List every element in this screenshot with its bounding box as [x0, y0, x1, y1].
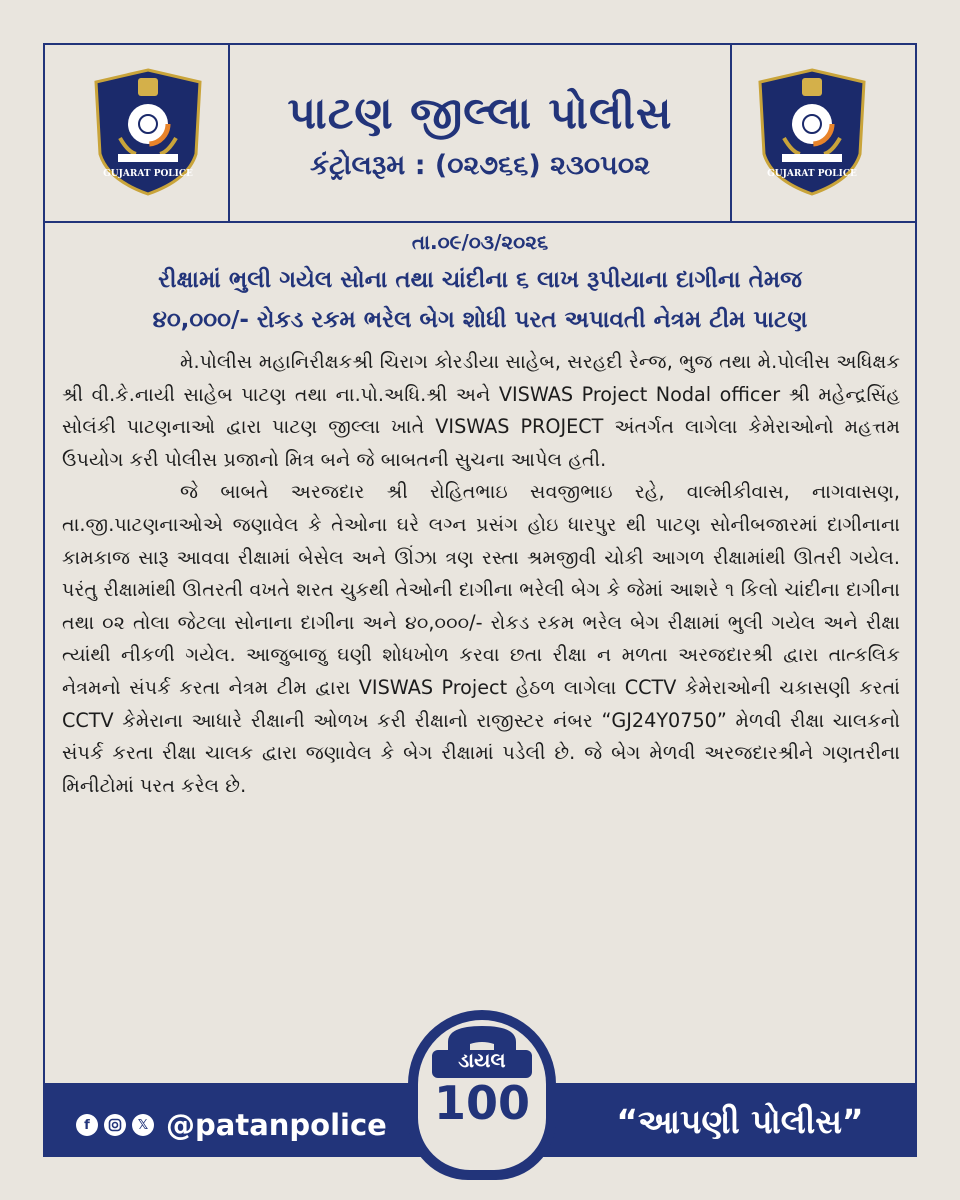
social-links — [76, 1108, 387, 1142]
headline-line-2: ૪૦,૦૦૦/- રોકડ રકમ ભરેલ બેગ શોધી પરત અપાવતી નેત્રમ ટીમ પાટણ — [152, 307, 808, 333]
headline-line-1: રીક્ષામાં ભુલી ગયેલ સોના તથા ચાંદીના ૬ લાખ રૂપીયાના દાગીના તેમજ — [158, 267, 802, 293]
page-title: પાટણ જીલ્લા પોલીસ — [287, 88, 673, 139]
dial-number: 100 — [433, 1076, 531, 1130]
gujarat-police-badge-icon — [756, 68, 868, 196]
body-paragraph-2: જે બાબતે અરજદાર શ્રી રોહિતભાઇ સવજીભાઇ રહે, વાલ્મીકીવાસ, નાગવાસણ, તા.જી.પાટણનાઓએ જણાવેલ કે તેઓના ઘરે લગ્ન પ્રસંગ હોઇ ધારપુર થી પાટણ સોનીબજારમાં દાગીનાના કામકાજ સારૂ આવવા રીક્ષામાં બેસેલ અને ઊંઝા ત્રણ રસ્તા શ્રમજીવી ચોકી આગળ રીક્ષામાંથી ઊતરી ગયેલ. પરંતુ રીક્ષામાંથી ઊતરતી વખતે શરત ચુકથી તેઓની દાગીના ભરેલી બેગ કે જેમાં આશરે ૧ કિલો ચાંદીના દાગીના તથા ૦૨ તોલા જેટલા સોનાના દાગીના અને ૪૦,૦૦૦/- રોકડ રકમ ભરેલ બેગ રીક્ષામાં ભુલી ગયેલ અને રીક્ષા ત્યાંથી નીકળી ગયેલ. આજુબાજુ ઘણી શોધખોળ કરવા છતા રીક્ષા ન મળતા અરજદારશ્રી દ્વારા તાત્કલિક નેત્રમનો સંપર્ક કરતા નેત્રમ ટીમ દ્વારા VISWAS Project હેઠળ લાગેલા CCTV કેમેરાઓની ચકાસણી કરતાં CCTV કેમેરાના આધારે રીક્ષાની ઓળખ કરી રીક્ષાનો રાજીસ્ટર નંબર “GJ24Y0750” મેળવી રીક્ષા ચાલકનો સંપર્ક કરતા રીક્ષા ચાલક દ્વારા જણાવેલ કે બેગ રીક્ષામાં પડેલી છે. જે બેગ મેળવી અરજદારશ્રીને ગણતરીના મિનીટોમાં પરત કરેલ છે. — [62, 480, 900, 797]
social-handle[interactable]: @patanpolice — [166, 1108, 387, 1142]
gujarat-police-badge-icon — [92, 68, 204, 196]
header-divider — [43, 221, 917, 223]
instagram-icon[interactable] — [104, 1114, 126, 1136]
facebook-icon[interactable]: f — [76, 1114, 98, 1136]
dial-label: ડાયલ — [458, 1048, 506, 1072]
press-note-body — [62, 346, 900, 802]
press-note-date: તા.૦૯/૦૩/૨૦૨૬ — [411, 230, 549, 254]
body-paragraph-1: મે.પોલીસ મહાનિરીક્ષકશ્રી ચિરાગ કોરડીયા સાહેબ, સરહદી રેન્જ, ભુજ તથા મે.પોલીસ અધિક્ષક શ્રી વી.કે.નાયી સાહેબ પાટણ તથા ના.પો.અધિ.શ્રી અને VISWAS Project Nodal officer શ્રી મહેન્દ્રસિંહ સોલંકી પાટણનાઓ દ્વારા પાટણ જીલ્લા ખાતે VISWAS PROJECT અંતર્ગત લાગેલા કેમેરાઓનો મહત્તમ ઉપયોગ કરી પોલીસ પ્રજાનો મિત્ર બને જે બાબતની સુચના આપેલ હતી. — [62, 350, 900, 471]
badge-text-right: GUJARAT POLICE — [767, 169, 857, 179]
x-icon[interactable]: 𝕏 — [132, 1114, 154, 1136]
control-room-number: કંટ્રોલરૂમ : (૦૨૭૬૬) ૨૩૦૫૦૨ — [309, 150, 651, 181]
slogan: “આપણી પોલીસ” — [616, 1102, 864, 1141]
press-note-headline — [60, 260, 900, 340]
badge-text-left: GUJARAT POLICE — [103, 169, 193, 179]
